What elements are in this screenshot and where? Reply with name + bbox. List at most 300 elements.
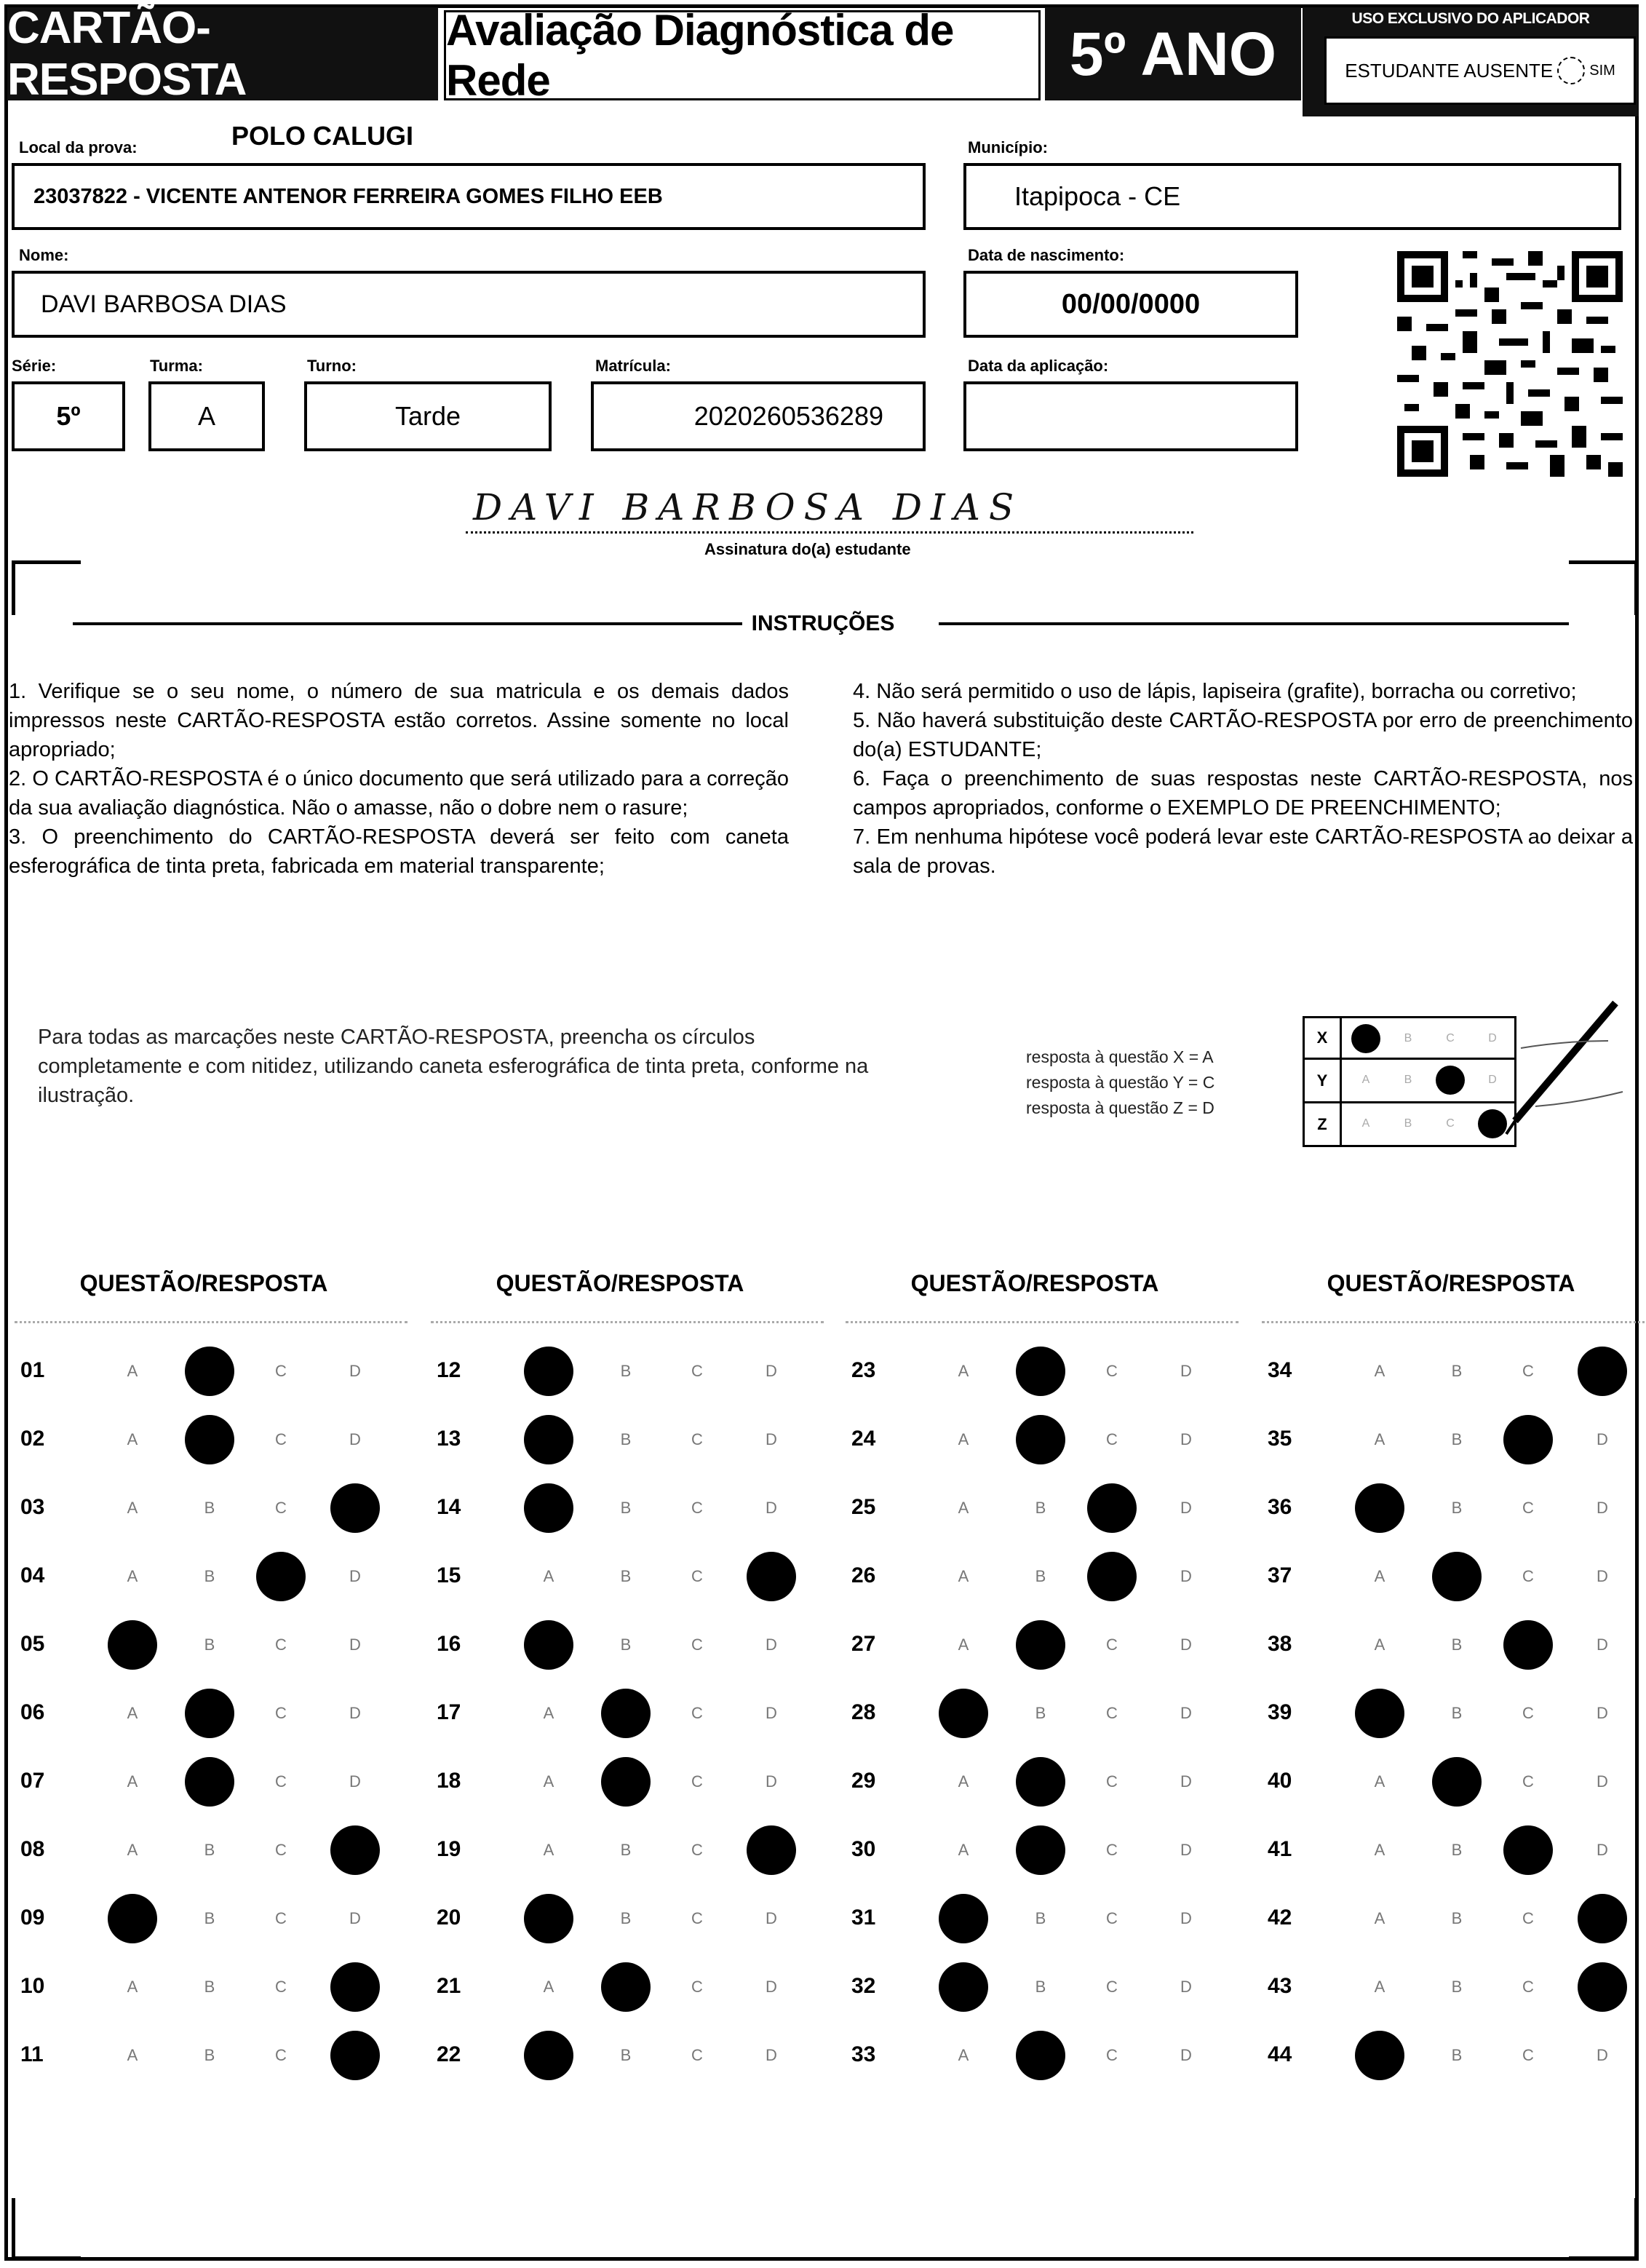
instructions-left: [9, 677, 789, 881]
turma-label: Turma:: [150, 357, 203, 375]
answer-bubble-filled[interactable]: [524, 1347, 573, 1396]
question-number: 29: [851, 1769, 876, 1793]
fill-example-bubble: C: [1446, 1032, 1455, 1044]
answer-bubble[interactable]: D: [349, 1772, 361, 1791]
question-number: 44: [1268, 2042, 1292, 2066]
question-number: 23: [851, 1358, 876, 1382]
answer-bubble-filled[interactable]: [330, 2031, 380, 2080]
answer-row: [831, 2022, 1239, 2090]
answer-bubble[interactable]: B: [1451, 1978, 1463, 1996]
answer-bubble[interactable]: D: [766, 1909, 777, 1927]
answer-bubble[interactable]: D: [1180, 1430, 1192, 1448]
answer-row: [0, 1817, 407, 1885]
answer-bubble[interactable]: D: [1597, 1635, 1608, 1654]
answer-row: [831, 1475, 1239, 1543]
question-number: 25: [851, 1495, 876, 1519]
answer-bubble-filled[interactable]: [601, 1962, 651, 2012]
answer-row: [831, 1406, 1239, 1475]
answer-bubble-filled[interactable]: [601, 1689, 651, 1738]
answer-bubble[interactable]: B: [1035, 1567, 1046, 1585]
serie-value: 5º: [56, 401, 81, 431]
fill-example-bubble: A: [1361, 1074, 1370, 1086]
question-number: 42: [1268, 1906, 1292, 1930]
fill-example-bubble-filled: [1436, 1066, 1465, 1095]
question-number: 32: [851, 1974, 876, 1998]
answer-bubble[interactable]: A: [958, 1499, 969, 1517]
question-number: 08: [20, 1837, 45, 1861]
answer-bubble[interactable]: D: [1180, 1909, 1192, 1927]
answer-bubble[interactable]: D: [1180, 1704, 1192, 1722]
answer-row: [1247, 1338, 1646, 1406]
answer-bubble-filled[interactable]: [601, 1757, 651, 1807]
answer-bubble[interactable]: A: [958, 2046, 969, 2064]
answer-row: [831, 1954, 1239, 2022]
nascimento-field: [963, 271, 1298, 338]
answer-bubble[interactable]: B: [1451, 1430, 1463, 1448]
answer-bubble-filled[interactable]: [1355, 1483, 1404, 1533]
answer-bubble-filled[interactable]: [524, 1620, 573, 1670]
answer-bubble-filled[interactable]: [524, 1483, 573, 1533]
answer-bubble[interactable]: C: [1522, 2046, 1534, 2064]
answer-bubble[interactable]: D: [1180, 1567, 1192, 1585]
question-number: 05: [20, 1632, 45, 1656]
local-field: [12, 163, 926, 230]
frame-corner-bottom-left: [12, 2198, 81, 2260]
answer-bubble[interactable]: D: [1180, 1841, 1192, 1859]
nascimento-value: 00/00/0000: [1061, 288, 1201, 320]
answer-bubble-filled[interactable]: [1578, 1347, 1627, 1396]
answer-bubble[interactable]: B: [620, 1909, 632, 1927]
absent-label: ESTUDANTE AUSENTE: [1345, 59, 1554, 82]
answer-bubble[interactable]: A: [127, 1499, 138, 1517]
question-number: 04: [20, 1563, 45, 1587]
answer-bubble[interactable]: C: [691, 2046, 703, 2064]
answer-bubble[interactable]: B: [620, 1567, 632, 1585]
answer-row: [0, 1748, 407, 1817]
answer-bubble-filled[interactable]: [524, 2031, 573, 2080]
answer-bubble[interactable]: B: [620, 1362, 632, 1380]
answer-bubble[interactable]: D: [1180, 1499, 1192, 1517]
answer-bubble-filled[interactable]: [1503, 1415, 1553, 1464]
question-number: 18: [437, 1769, 461, 1793]
answer-bubble[interactable]: C: [1522, 1499, 1534, 1517]
answer-row: [1247, 2022, 1646, 2090]
answer-bubble[interactable]: A: [127, 1362, 138, 1380]
answer-bubble[interactable]: C: [1106, 1635, 1118, 1654]
answer-bubble[interactable]: C: [691, 1772, 703, 1791]
legend-z: resposta à questão Z = D: [1026, 1098, 1214, 1117]
answer-bubble-filled[interactable]: [524, 1415, 573, 1464]
answer-row: [0, 1885, 407, 1954]
answer-bubble[interactable]: B: [620, 2046, 632, 2064]
answer-bubble[interactable]: C: [1106, 1772, 1118, 1791]
answer-bubble[interactable]: C: [691, 1841, 703, 1859]
answer-bubble[interactable]: C: [691, 1499, 703, 1517]
answer-bubble[interactable]: B: [620, 1430, 632, 1448]
answer-bubble[interactable]: A: [127, 1567, 138, 1585]
answer-bubble[interactable]: C: [691, 1635, 703, 1654]
answer-row: [416, 1885, 824, 1954]
answer-bubble[interactable]: B: [1451, 1841, 1463, 1859]
answer-bubble-filled[interactable]: [1503, 1620, 1553, 1670]
answer-bubble[interactable]: A: [543, 1978, 554, 1996]
question-number: 41: [1268, 1837, 1292, 1861]
answer-row: [0, 1543, 407, 1611]
answer-bubble[interactable]: D: [766, 1430, 777, 1448]
answer-bubble[interactable]: C: [1522, 1978, 1534, 1996]
answer-bubble[interactable]: C: [1106, 1978, 1118, 1996]
answer-bubble[interactable]: D: [1597, 1499, 1608, 1517]
answer-bubble[interactable]: C: [691, 1978, 703, 1996]
question-number: 07: [20, 1769, 45, 1793]
answer-bubble-filled[interactable]: [1355, 1689, 1404, 1738]
answer-row: [416, 1475, 824, 1543]
answer-bubble[interactable]: C: [691, 1430, 703, 1448]
frame-corner-top-right: [1569, 560, 1638, 615]
answer-bubble-filled[interactable]: [747, 1825, 796, 1875]
instruction-1: 1. Verifique se o seu nome, o número de sua matricula e os demais dados impressos neste CARTÃO-RESPOSTA estão corretos. Assine somente no local apropriado;: [9, 680, 789, 761]
answer-bubble-filled[interactable]: [1016, 2031, 1065, 2080]
answer-bubble[interactable]: D: [1180, 2046, 1192, 2064]
answer-bubble[interactable]: D: [349, 1362, 361, 1380]
answer-bubble[interactable]: D: [1597, 1704, 1608, 1722]
question-number: 12: [437, 1358, 461, 1382]
answer-row: [831, 1543, 1239, 1611]
answer-bubble[interactable]: A: [958, 1841, 969, 1859]
answer-row: [1247, 1885, 1646, 1954]
answer-row: [1247, 1954, 1646, 2022]
answer-bubble[interactable]: C: [1522, 1909, 1534, 1927]
question-number: 24: [851, 1427, 876, 1451]
answer-bubble-filled[interactable]: [1087, 1552, 1137, 1601]
answer-bubble[interactable]: C: [1522, 1362, 1534, 1380]
answer-column-title: QUESTÃO/RESPOSTA: [496, 1270, 744, 1296]
answer-row: [831, 1748, 1239, 1817]
instruction-6: 6. Faça o preenchimento de suas respostas neste CARTÃO-RESPOSTA, nos campos apropriados, conforme o EXEMPLO DE PREENCHIMENTO;: [853, 767, 1633, 820]
question-number: 35: [1268, 1427, 1292, 1451]
answer-bubble[interactable]: D: [1597, 1430, 1608, 1448]
answer-bubble-filled[interactable]: [1087, 1483, 1137, 1533]
answer-bubble[interactable]: A: [127, 2046, 138, 2064]
fill-example-bubble: D: [1488, 1074, 1497, 1086]
answer-row: [831, 1611, 1239, 1680]
answer-bubble[interactable]: A: [1374, 1362, 1385, 1380]
answer-bubble-filled[interactable]: [1503, 1825, 1553, 1875]
fill-example-label: Z: [1305, 1103, 1342, 1145]
answer-bubble-filled[interactable]: [1578, 1962, 1627, 2012]
frame-corner-top-left: [12, 560, 81, 615]
question-number: 09: [20, 1906, 45, 1930]
answer-bubble[interactable]: B: [1035, 1909, 1046, 1927]
answer-bubble-filled[interactable]: [185, 1689, 234, 1738]
answer-bubble[interactable]: C: [1522, 1704, 1534, 1722]
question-number: 06: [20, 1700, 45, 1724]
instruction-5: 5. Não haverá substituição deste CARTÃO-RESPOSTA por erro de preenchimento do(a) ESTUDANTE;: [853, 709, 1633, 761]
fill-example-label: Y: [1305, 1060, 1342, 1101]
answer-column-title: QUESTÃO/RESPOSTA: [79, 1270, 328, 1296]
answer-row: [416, 1817, 824, 1885]
answer-column: [1262, 1321, 1646, 2080]
answer-bubble[interactable]: C: [691, 1704, 703, 1722]
question-number: 21: [437, 1974, 461, 1998]
answer-bubble[interactable]: B: [204, 1635, 215, 1654]
answer-bubble[interactable]: C: [275, 2046, 287, 2064]
answer-bubble-filled[interactable]: [1016, 1757, 1065, 1807]
answer-bubble[interactable]: A: [543, 1704, 554, 1722]
answer-bubble-filled[interactable]: [330, 1483, 380, 1533]
answer-bubble[interactable]: A: [958, 1362, 969, 1380]
answer-row: [0, 2022, 407, 2090]
answer-bubble[interactable]: B: [204, 1978, 215, 1996]
answer-bubble[interactable]: A: [1374, 1430, 1385, 1448]
answer-row: [831, 1338, 1239, 1406]
answer-bubble[interactable]: A: [1374, 1635, 1385, 1654]
answer-bubble[interactable]: C: [1106, 2046, 1118, 2064]
answer-bubble-filled[interactable]: [185, 1347, 234, 1396]
question-number: 38: [1268, 1632, 1292, 1656]
fill-example-label: X: [1305, 1018, 1342, 1058]
answer-bubble[interactable]: A: [543, 1772, 554, 1791]
answer-row: [1247, 1680, 1646, 1748]
answer-bubble[interactable]: A: [1374, 1772, 1385, 1791]
answer-bubble-filled[interactable]: [330, 1962, 380, 2012]
answer-bubble-filled[interactable]: [256, 1552, 306, 1601]
answer-row: [0, 1338, 407, 1406]
answer-bubble[interactable]: A: [127, 1772, 138, 1791]
signature-label: Assinatura do(a) estudante: [704, 540, 911, 558]
answer-bubble[interactable]: D: [1180, 1635, 1192, 1654]
answer-bubble[interactable]: D: [1597, 1772, 1608, 1791]
fill-instructions: Para todas as marcações neste CARTÃO-RESPOSTA, preencha os círculos completamente e com nitidez, utilizando caneta esferográfica de tinta preta, conforme na ilustração.: [38, 1026, 869, 1107]
answer-column: [846, 1321, 1239, 2080]
question-number: 31: [851, 1906, 876, 1930]
answer-bubble-filled[interactable]: [1432, 1757, 1482, 1807]
question-number: 28: [851, 1700, 876, 1724]
question-number: 01: [20, 1358, 45, 1382]
answer-bubble[interactable]: C: [1522, 1567, 1534, 1585]
answer-bubble[interactable]: B: [620, 1841, 632, 1859]
matricula-value: 2020260536289: [693, 401, 883, 431]
answer-bubble[interactable]: D: [1180, 1978, 1192, 1996]
answer-bubble[interactable]: B: [1035, 1704, 1046, 1722]
answer-bubble-filled[interactable]: [1355, 2031, 1404, 2080]
turma-field: [148, 381, 265, 451]
answer-bubble[interactable]: C: [1522, 1772, 1534, 1791]
answer-bubble[interactable]: A: [127, 1704, 138, 1722]
answer-bubble[interactable]: A: [958, 1635, 969, 1654]
question-number: 43: [1268, 1974, 1292, 1998]
absent-student-box: [1324, 36, 1636, 105]
nome-value: DAVI BARBOSA DIAS: [41, 290, 287, 318]
answer-bubble[interactable]: A: [543, 1841, 554, 1859]
answer-bubble[interactable]: A: [1374, 1567, 1385, 1585]
answer-bubble[interactable]: A: [958, 1430, 969, 1448]
answer-bubble[interactable]: A: [958, 1567, 969, 1585]
instructions-right: [853, 677, 1633, 881]
answer-bubble[interactable]: B: [620, 1499, 632, 1517]
fill-example-bubble: B: [1404, 1117, 1412, 1130]
answer-bubble[interactable]: A: [127, 1430, 138, 1448]
answer-bubble[interactable]: C: [691, 1909, 703, 1927]
question-number: 13: [437, 1427, 461, 1451]
answer-bubble[interactable]: D: [766, 1635, 777, 1654]
answer-bubble[interactable]: A: [127, 1841, 138, 1859]
answer-bubble[interactable]: D: [349, 1567, 361, 1585]
answer-bubble[interactable]: A: [127, 1978, 138, 1996]
answer-bubble-filled[interactable]: [939, 1962, 988, 2012]
legend-x: resposta à questão X = A: [1026, 1047, 1214, 1066]
municipio-value: Itapipoca - CE: [1014, 181, 1181, 211]
answer-row: [416, 1954, 824, 2022]
answer-row: [831, 1885, 1239, 1954]
nome-field: [12, 271, 926, 338]
answer-bubble[interactable]: A: [958, 1772, 969, 1791]
answer-bubble[interactable]: D: [766, 2046, 777, 2064]
answer-bubble[interactable]: B: [204, 1909, 215, 1927]
instruction-7: 7. Em nenhuma hipótese você poderá levar este CARTÃO-RESPOSTA ao deixar a sala de provas.: [853, 825, 1633, 878]
answer-bubble-filled[interactable]: [185, 1415, 234, 1464]
answer-bubble[interactable]: B: [1451, 2046, 1463, 2064]
answer-bubble[interactable]: D: [766, 1499, 777, 1517]
answer-bubble-filled[interactable]: [185, 1757, 234, 1807]
answer-column: [431, 1321, 824, 2080]
answer-bubble[interactable]: B: [1035, 1499, 1046, 1517]
answer-bubble[interactable]: D: [766, 1704, 777, 1722]
answer-bubble[interactable]: C: [275, 1635, 287, 1654]
municipio-field: [963, 163, 1621, 230]
fill-legend: [1026, 1044, 1214, 1121]
question-number: 15: [437, 1563, 461, 1587]
answer-row: [1247, 1748, 1646, 1817]
answer-row: [1247, 1406, 1646, 1475]
answer-bubble[interactable]: B: [1035, 1978, 1046, 1996]
turma-value: A: [197, 401, 215, 431]
answer-bubble[interactable]: B: [1451, 1362, 1463, 1380]
answer-bubble[interactable]: D: [349, 1704, 361, 1722]
answer-bubble[interactable]: B: [620, 1635, 632, 1654]
fill-example-bubble: A: [1361, 1117, 1370, 1130]
answer-bubble[interactable]: D: [349, 1909, 361, 1927]
answer-row: [0, 1475, 407, 1543]
answer-bubble[interactable]: A: [543, 1567, 554, 1585]
question-number: 22: [437, 2042, 461, 2066]
answer-bubble[interactable]: D: [766, 1362, 777, 1380]
aplicacao-field[interactable]: [963, 381, 1298, 451]
answer-bubble[interactable]: D: [766, 1772, 777, 1791]
answer-bubble[interactable]: D: [1180, 1362, 1192, 1380]
answer-bubble[interactable]: B: [1451, 1704, 1463, 1722]
answer-bubble[interactable]: D: [349, 1635, 361, 1654]
answer-bubble[interactable]: D: [1597, 1567, 1608, 1585]
answer-bubble-filled[interactable]: [1578, 1894, 1627, 1943]
legend-y: resposta à questão Y = C: [1026, 1073, 1215, 1092]
answer-bubble-filled[interactable]: [524, 1894, 573, 1943]
turno-field: [304, 381, 552, 451]
answer-bubble[interactable]: C: [275, 1909, 287, 1927]
answer-bubble[interactable]: C: [275, 1841, 287, 1859]
question-number: 30: [851, 1837, 876, 1861]
question-number: 39: [1268, 1700, 1292, 1724]
answer-bubble[interactable]: B: [204, 1841, 215, 1859]
answer-bubble[interactable]: C: [275, 1978, 287, 1996]
answer-bubble[interactable]: C: [275, 1499, 287, 1517]
answer-bubble[interactable]: B: [204, 2046, 215, 2064]
qr-code: [1397, 251, 1623, 477]
answer-bubble[interactable]: A: [1374, 1909, 1385, 1927]
answer-bubble[interactable]: C: [275, 1772, 287, 1791]
nome-label: Nome:: [19, 246, 69, 264]
answer-bubble[interactable]: B: [1451, 1909, 1463, 1927]
answer-bubble[interactable]: B: [1451, 1635, 1463, 1654]
answer-bubble[interactable]: C: [691, 1567, 703, 1585]
turno-label: Turno:: [307, 357, 357, 375]
answer-bubble-filled[interactable]: [1016, 1825, 1065, 1875]
answer-bubble[interactable]: C: [1106, 1909, 1118, 1927]
answer-bubble[interactable]: C: [275, 1362, 287, 1380]
answer-bubble[interactable]: D: [1180, 1772, 1192, 1791]
signature-line: [466, 531, 1193, 534]
answer-bubble-filled[interactable]: [1016, 1415, 1065, 1464]
question-number: 10: [20, 1974, 45, 1998]
answer-bubble[interactable]: D: [349, 1430, 361, 1448]
serie-label: Série:: [12, 357, 57, 375]
answer-row: [416, 1680, 824, 1748]
answer-bubble[interactable]: C: [275, 1430, 287, 1448]
answer-bubble-filled[interactable]: [1016, 1347, 1065, 1396]
answer-bubble-filled[interactable]: [939, 1689, 988, 1738]
answer-bubble[interactable]: D: [1597, 1841, 1608, 1859]
answer-bubble[interactable]: C: [1106, 1362, 1118, 1380]
matricula-field: [591, 381, 926, 451]
answer-bubble-filled[interactable]: [1016, 1620, 1065, 1670]
answer-bubble-filled[interactable]: [747, 1552, 796, 1601]
fill-example-bubble: D: [1488, 1032, 1497, 1044]
question-number: 14: [437, 1495, 461, 1519]
answer-bubble[interactable]: C: [1106, 1430, 1118, 1448]
answer-bubble[interactable]: A: [1374, 1841, 1385, 1859]
question-number: 16: [437, 1632, 461, 1656]
aplicacao-label: Data da aplicação:: [968, 357, 1109, 375]
answer-bubble-filled[interactable]: [108, 1894, 157, 1943]
answer-bubble[interactable]: C: [691, 1362, 703, 1380]
answer-row: [831, 1680, 1239, 1748]
absent-checkbox[interactable]: [1557, 57, 1585, 84]
answer-bubble[interactable]: C: [1106, 1704, 1118, 1722]
pen-icon: [1477, 997, 1637, 1157]
answer-row: [0, 1954, 407, 2022]
answer-bubble-filled[interactable]: [330, 1825, 380, 1875]
answer-bubble-filled[interactable]: [1432, 1552, 1482, 1601]
answer-row: [0, 1406, 407, 1475]
answer-bubble[interactable]: B: [204, 1499, 215, 1517]
answer-bubble-filled[interactable]: [108, 1620, 157, 1670]
applicator-label: USO EXCLUSIVO DO APLICADOR: [1351, 10, 1590, 27]
answer-bubble[interactable]: B: [204, 1567, 215, 1585]
question-number: 11: [20, 2042, 44, 2066]
answer-row: [416, 1406, 824, 1475]
question-number: 37: [1268, 1563, 1292, 1587]
answer-bubble[interactable]: C: [275, 1704, 287, 1722]
question-number: 19: [437, 1837, 461, 1861]
answer-bubble[interactable]: A: [1374, 1978, 1385, 1996]
answer-bubble[interactable]: D: [1597, 2046, 1608, 2064]
answer-bubble[interactable]: C: [1106, 1841, 1118, 1859]
answer-bubble-filled[interactable]: [939, 1894, 988, 1943]
absent-option: SIM: [1589, 62, 1615, 79]
answer-row: [1247, 1611, 1646, 1680]
answer-bubble[interactable]: B: [1451, 1499, 1463, 1517]
answer-bubble[interactable]: D: [766, 1978, 777, 1996]
